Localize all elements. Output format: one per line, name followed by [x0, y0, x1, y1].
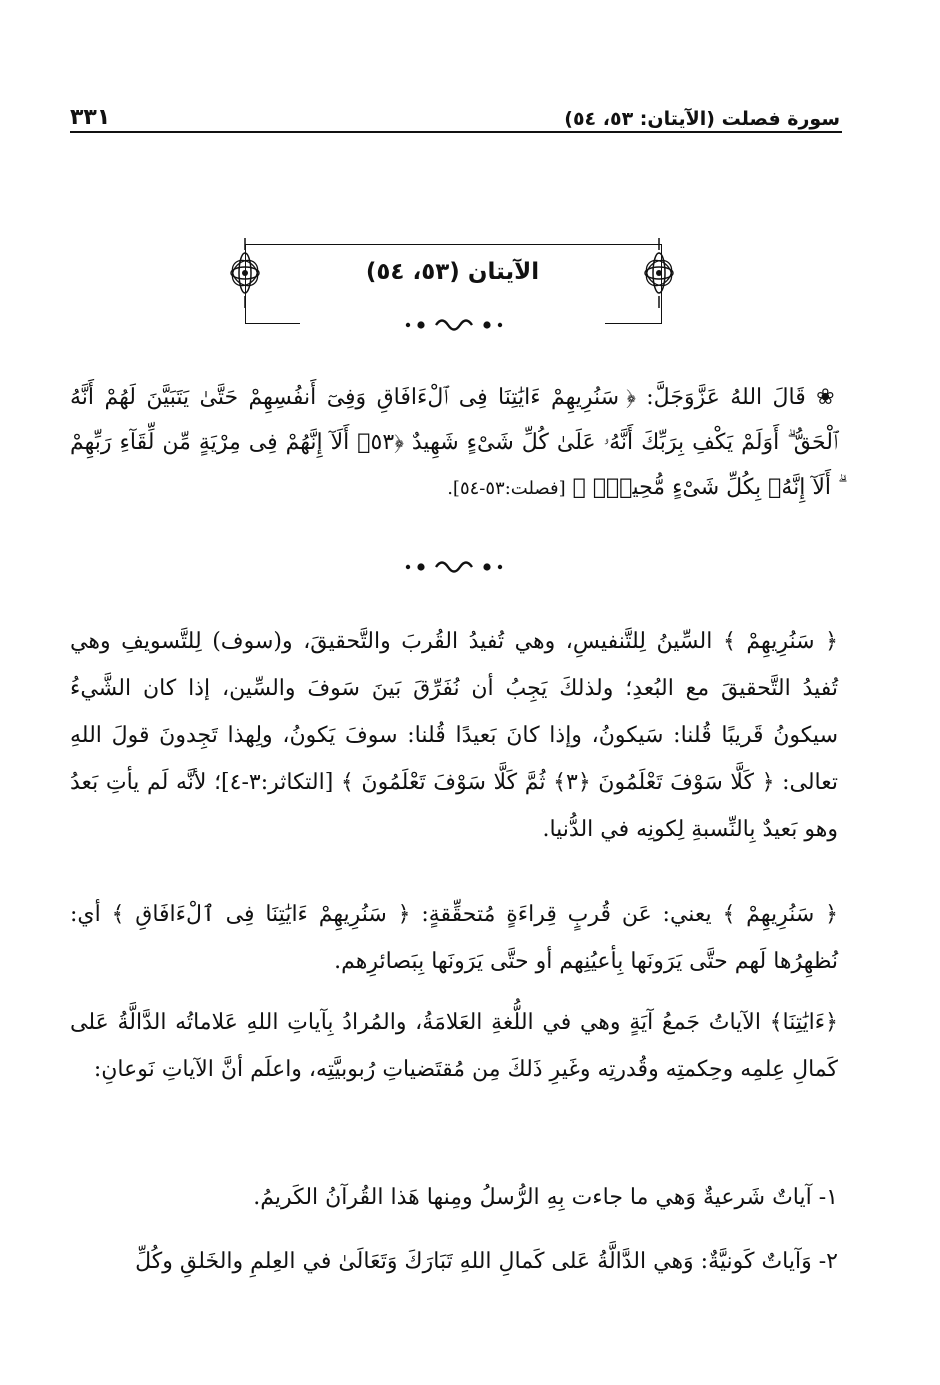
celtic-knot-icon [641, 238, 677, 308]
divider-ornament-icon [394, 314, 514, 336]
page-number: ٣٣١ [70, 105, 111, 130]
running-title: سورة فصلت (الآيتان: ٥٣، ٥٤) [564, 108, 840, 130]
list-item: ١- آياتٌ شَرعيةٌ وَهي ما جاءت بِهِ الرُّسلُ ومِنها هَذا القُرآنُ الكَريمُ. [253, 1185, 838, 1210]
section-title: الآيتان (٥٣، ٥٤) [365, 259, 540, 285]
commentary-paragraph: ﴿ سَنُرِيهِمْ ﴾ يعني: عَن قُربٍ قِراءَةٍ مُتحقِّقةٍ: ﴿ سَنُرِيهِمْ ءَايَٰتِنَا فِى ٱلْءَافَاقِ ﴾ أي: نُظهِرُها لَهم حتَّى يَرَونَها بِأعيُنِهم أو حتَّى يَرَونَها بِبَصائرِهم. [70, 902, 838, 974]
celtic-knot-icon [227, 238, 263, 308]
verse-text: ﴿ سَنُرِيهِمْ ءَايَٰتِنَا فِى ٱلْءَافَاقِ وَفِىٓ أَنفُسِهِمْ حَتَّىٰ يَتَبَيَّنَ لَهُمْ أَنَّهُ ٱلْحَقُّ ۗ أَوَلَمْ يَكْفِ بِرَبِّكَ أَنَّهُۥ عَلَىٰ كُلِّ شَىْءٍ شَهِيدٌ ﴿٥٣﴾ أَلَآ إِنَّهُمْ فِى مِرْيَةٍ مِّن لِّقَآءِ رَبِّهِمْ ۗ أَلَآ إِنَّهُۥ بِكُلِّ شَىْءٍ مُّحِيطٌۢ ﴾ [70, 385, 838, 500]
verse-lead: ❀ قَالَ اللهُ عَزَّوَجَلَّ: [646, 385, 838, 410]
divider-ornament-icon [394, 556, 514, 578]
commentary-paragraph: ﴿ءَايَٰتِنَا﴾ الآياتُ جَمعُ آيَةٍ وهي في اللُّغةِ العَلامَةُ، والمُرادُ بِآياتِ اللهِ عَلاماتُه الدَّالَّةُ عَلى كَمالِ عِلمِه وحِكمتِه وقُدرتِه وغَيرِ ذَلكَ مِن مُقتَضياتِ رُبوبيَّتِه، واعلَم أنَّ الآياتِ نَوعانِ: [70, 1010, 838, 1082]
running-header [70, 96, 840, 130]
list-item: ٢- وَآياتٌ كَونيَّةٌ: وَهي الدَّالَّةُ عَلى كَمالِ اللهِ تَبَارَكَ وَتَعَالَىٰ في العِلمِ والخَلقِ وكُلِّ [135, 1249, 838, 1274]
header-rule [70, 131, 842, 133]
commentary-paragraph: ﴿ سَنُرِيهِمْ ﴾ السِّينُ لِلتَّنفيسِ، وهي تُفيدُ القُربَ والتَّحقيقَ، و(سوف) لِلتَّسويفِ وهي تُفيدُ التَّحقيقَ مع البُعدِ؛ ولذلكَ يَجِبُ أن نُفَرِّقَ بَينَ سَوفَ والسِّين، إذا كان الشَّيءُ سيكونُ قَريبًا قُلنا: سَيكونُ، وإذا كانَ بَعيدًا قُلنا: سوفَ يَكونُ، ولِهذا تَجِدونَ قولَ اللهِ تعالى: ﴿ كَلَّا سَوْفَ تَعْلَمُونَ ﴿٣﴾ ثُمَّ كَلَّا سَوْفَ تَعْلَمُونَ ﴾ [التكاثر:٣-٤]؛ لأنَّه لَم يأتِ بَعدُ وهو بَعيدٌ بِالنِّسبةِ لِكونِه في الدُّنيا. [70, 629, 838, 842]
verse-block [70, 375, 838, 511]
verse-reference: [فصلت:٥٣-٥٤]. [447, 478, 566, 499]
